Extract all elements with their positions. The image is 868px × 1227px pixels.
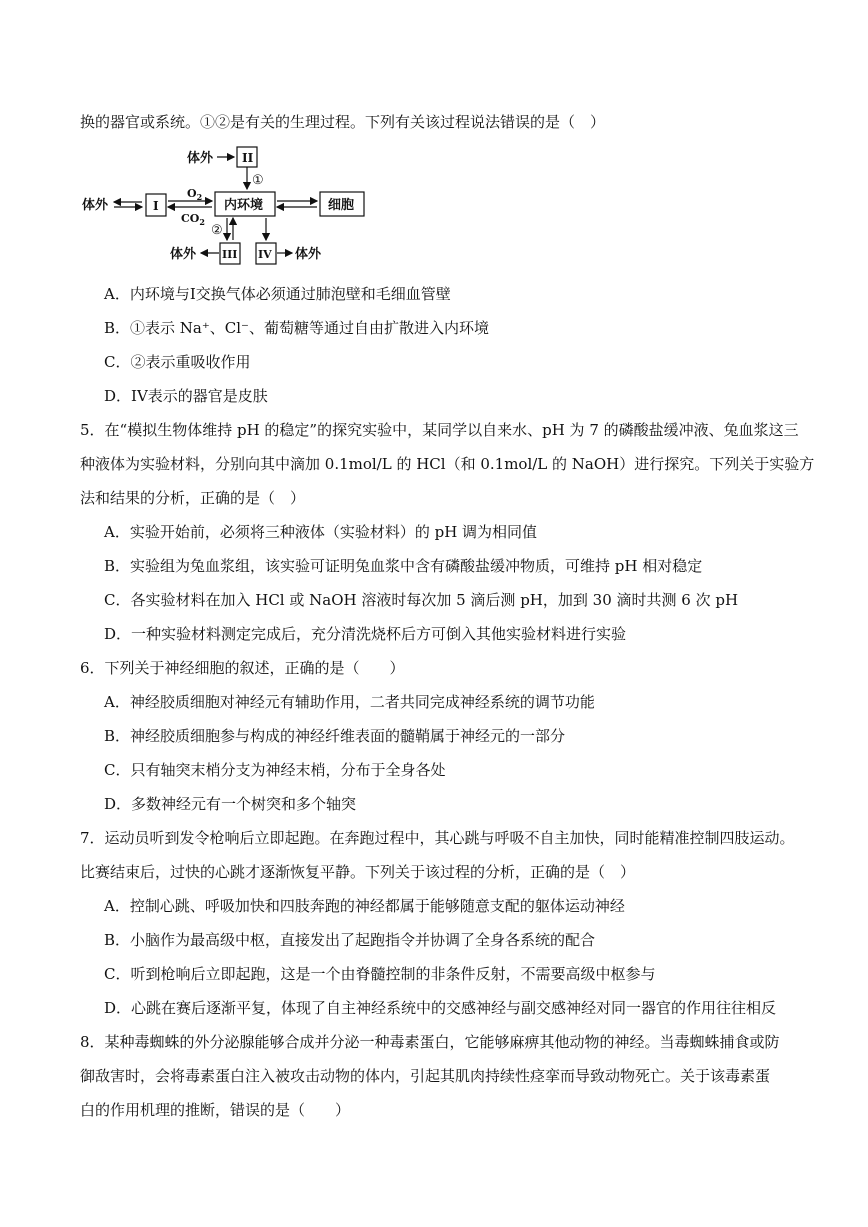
q8-stem-line-3: 白的作用机理的推断，错误的是（ ） <box>80 1101 351 1119</box>
co2-label: $CO_2$ <box>181 212 205 227</box>
q7-option-a: A．控制心跳、呼吸加快和四肢奔跑的神经都属于能够随意支配的躯体运动神经 <box>104 897 625 915</box>
q6-option-b: B．神经胶质细胞参与构成的神经纤维表面的髓鞘属于神经元的一部分 <box>104 727 566 745</box>
q7-stem-line-1: 7．运动员听到发令枪响后立即起跑。在奔跑过程中，其心跳与呼吸不自主加快，同时能精准控制四肢运动。 <box>80 829 795 847</box>
question-4-intro: 换的器官或系统。①②是有关的生理过程。下列有关该过程说法错误的是（ ） <box>80 113 606 131</box>
label-outside-left: 体外 <box>82 198 109 213</box>
process-2-label: ② <box>211 223 223 238</box>
q5-option-d: D．一种实验材料测定完成后，充分清洗烧杯后方可倒入其他实验材料进行实验 <box>104 625 627 643</box>
inner-environment-diagram <box>80 142 370 272</box>
q5-option-b: B．实验组为兔血浆组，该实验可证明兔血浆中含有磷酸盐缓冲物质，可维持 pH 相对稳定 <box>104 557 703 575</box>
svg-text:II: II <box>242 151 254 165</box>
q4-option-a: A．内环境与I交换气体必须通过肺泡壁和毛细血管壁 <box>104 285 451 303</box>
q4-option-c: C．②表示重吸收作用 <box>104 353 251 371</box>
label-outside-bottom-right: 体外 <box>295 247 322 262</box>
q6-option-a: A．神经胶质细胞对神经元有辅助作用，二者共同完成神经系统的调节功能 <box>104 693 595 711</box>
label-outside-top: 体外 <box>187 151 214 166</box>
q5-stem-line-2: 种液体为实验材料，分别向其中滴加 0.1mol/L 的 HCl（和 0.1mol/L 的 NaOH）进行探究。下列关于实验方 <box>80 455 815 473</box>
q5-stem-line-3: 法和结果的分析，正确的是（ ） <box>80 489 306 507</box>
q8-stem-line-1: 8．某种毒蜘蛛的外分泌腺能够合成并分泌一种毒素蛋白，它能够麻痹其他动物的神经。当毒蜘蛛捕食或防 <box>80 1033 780 1051</box>
q6-stem: 6．下列关于神经细胞的叙述，正确的是（ ） <box>80 659 405 677</box>
svg-text:内环境: 内环境 <box>224 198 264 213</box>
svg-text:细胞: 细胞 <box>328 198 355 213</box>
q5-stem-line-1: 5．在“模拟生物体维持 pH 的稳定”的探究实验中，某同学以自来水、pH 为 7 的磷酸盐缓冲液、兔血浆这三 <box>80 421 799 439</box>
process-1-label: ① <box>252 173 264 188</box>
q6-option-c: C．只有轴突末梢分支为神经末梢，分布于全身各处 <box>104 761 446 779</box>
svg-text:IV: IV <box>258 248 272 261</box>
q7-option-c: C．听到枪响后立即起跑，这是一个由脊髓控制的非条件反射，不需要高级中枢参与 <box>104 965 656 983</box>
svg-text:III: III <box>222 248 238 261</box>
o2-label: $O_2$ <box>187 187 203 202</box>
q4-option-d: D．IV表示的器官是皮肤 <box>104 387 268 405</box>
label-outside-bottom-left: 体外 <box>170 247 197 262</box>
q7-stem-line-2: 比赛结束后，过快的心跳才逐渐恢复平静。下列关于该过程的分析，正确的是（ ） <box>80 863 636 881</box>
q5-option-a: A．实验开始前，必须将三种液体（实验材料）的 pH 调为相同值 <box>104 523 538 541</box>
q7-option-d: D．心跳在赛后逐渐平复，体现了自主神经系统中的交感神经与副交感神经对同一器官的作用往往相反 <box>104 999 777 1017</box>
q4-option-b: B．①表示 Na⁺、Cl⁻、葡萄糖等通过自由扩散进入内环境 <box>104 319 489 337</box>
q5-option-c: C．各实验材料在加入 HCl 或 NaOH 溶液时每次加 5 滴后测 pH，加到 30 滴时共测 6 次 pH <box>104 591 739 609</box>
q6-option-d: D．多数神经元有一个树突和多个轴突 <box>104 795 357 813</box>
q8-stem-line-2: 御敌害时，会将毒素蛋白注入被攻击动物的体内，引起其肌肉持续性痉挛而导致动物死亡。关于该毒素蛋 <box>80 1067 771 1085</box>
q7-option-b: B．小脑作为最高级中枢，直接发出了起跑指令并协调了全身各系统的配合 <box>104 931 596 949</box>
svg-text:I: I <box>153 199 159 213</box>
